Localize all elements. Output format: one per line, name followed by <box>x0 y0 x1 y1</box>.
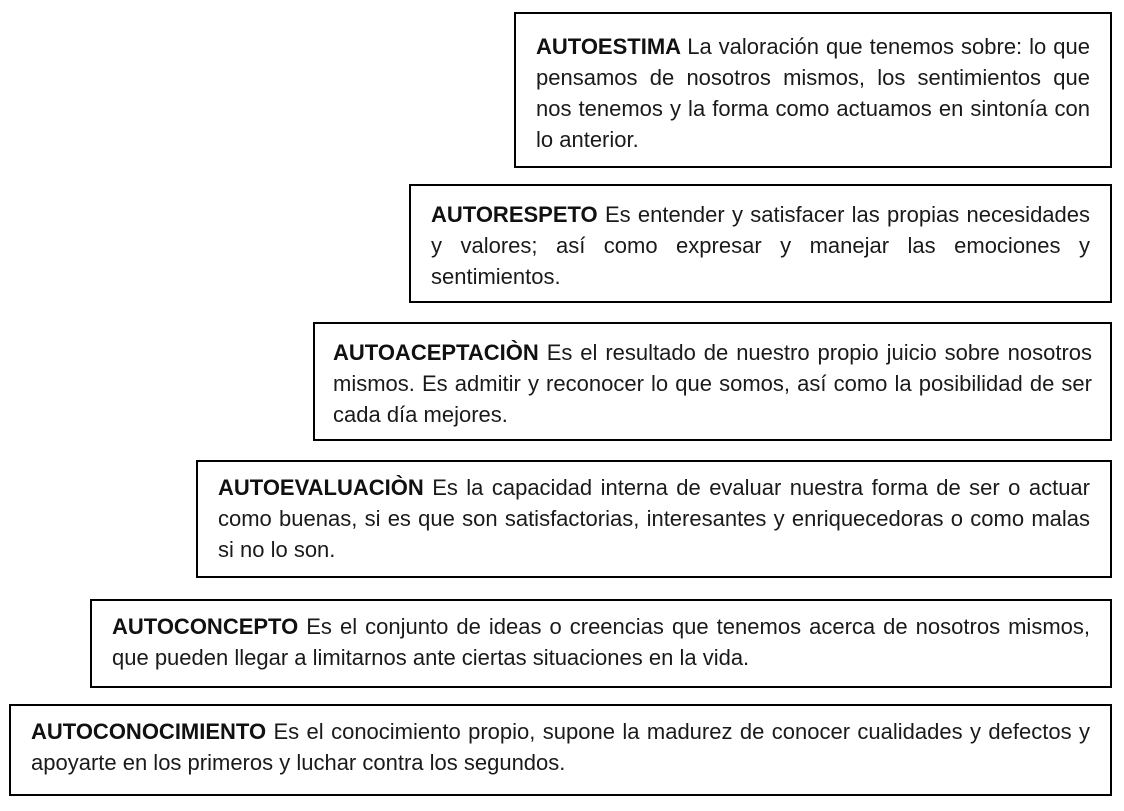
step-term: AUTORESPETO <box>431 202 605 227</box>
step-description: Es el resultado de nuestro propio juicio sobre nosotros mismos. Es admitir y reconocer lo que somos, así como la posibilidad de ser cada día mejores. <box>333 340 1093 427</box>
step-description: La valoración que tenemos sobre: lo que pensamos de nosotros mismos, los sentimientos que nos tenemos y la forma como actuamos en sintonía con lo anterior. <box>536 34 1090 152</box>
step-term: AUTOESTIMA <box>536 34 688 59</box>
step-term: AUTOCONOCIMIENTO <box>31 719 274 744</box>
step-box-autoaceptacion <box>313 322 1112 441</box>
step-description: Es la capacidad interna de evaluar nuestra forma de ser o actuar como buenas, si es que son satisfactorias, interesantes y enriquecedoras o como malas si no lo son. <box>218 475 1090 562</box>
step-description: Es el conjunto de ideas o creencias que tenemos acerca de nosotros mismos, que pueden llegar a limitarnos ante ciertas situaciones en la vida. <box>112 614 1090 670</box>
step-description: Es entender y satisfacer las propias necesidades y valores; así como expresar y manejar las emociones y sentimientos. <box>431 202 1091 289</box>
step-box-autoconcepto <box>90 599 1112 688</box>
step-description: Es el conocimiento propio, supone la madurez de conocer cualidades y defectos y apoyarte en los primeros y luchar contra los segundos. <box>31 719 1090 775</box>
step-term: AUTOEVALUACIÒN <box>218 475 433 500</box>
step-box-autoevaluacion <box>196 460 1112 578</box>
step-term: AUTOCONCEPTO <box>112 614 307 639</box>
step-box-autoconocimiento <box>9 704 1112 796</box>
step-box-autoestima <box>514 12 1112 168</box>
step-box-autorespeto <box>409 184 1112 303</box>
step-term: AUTOACEPTACIÒN <box>333 340 547 365</box>
